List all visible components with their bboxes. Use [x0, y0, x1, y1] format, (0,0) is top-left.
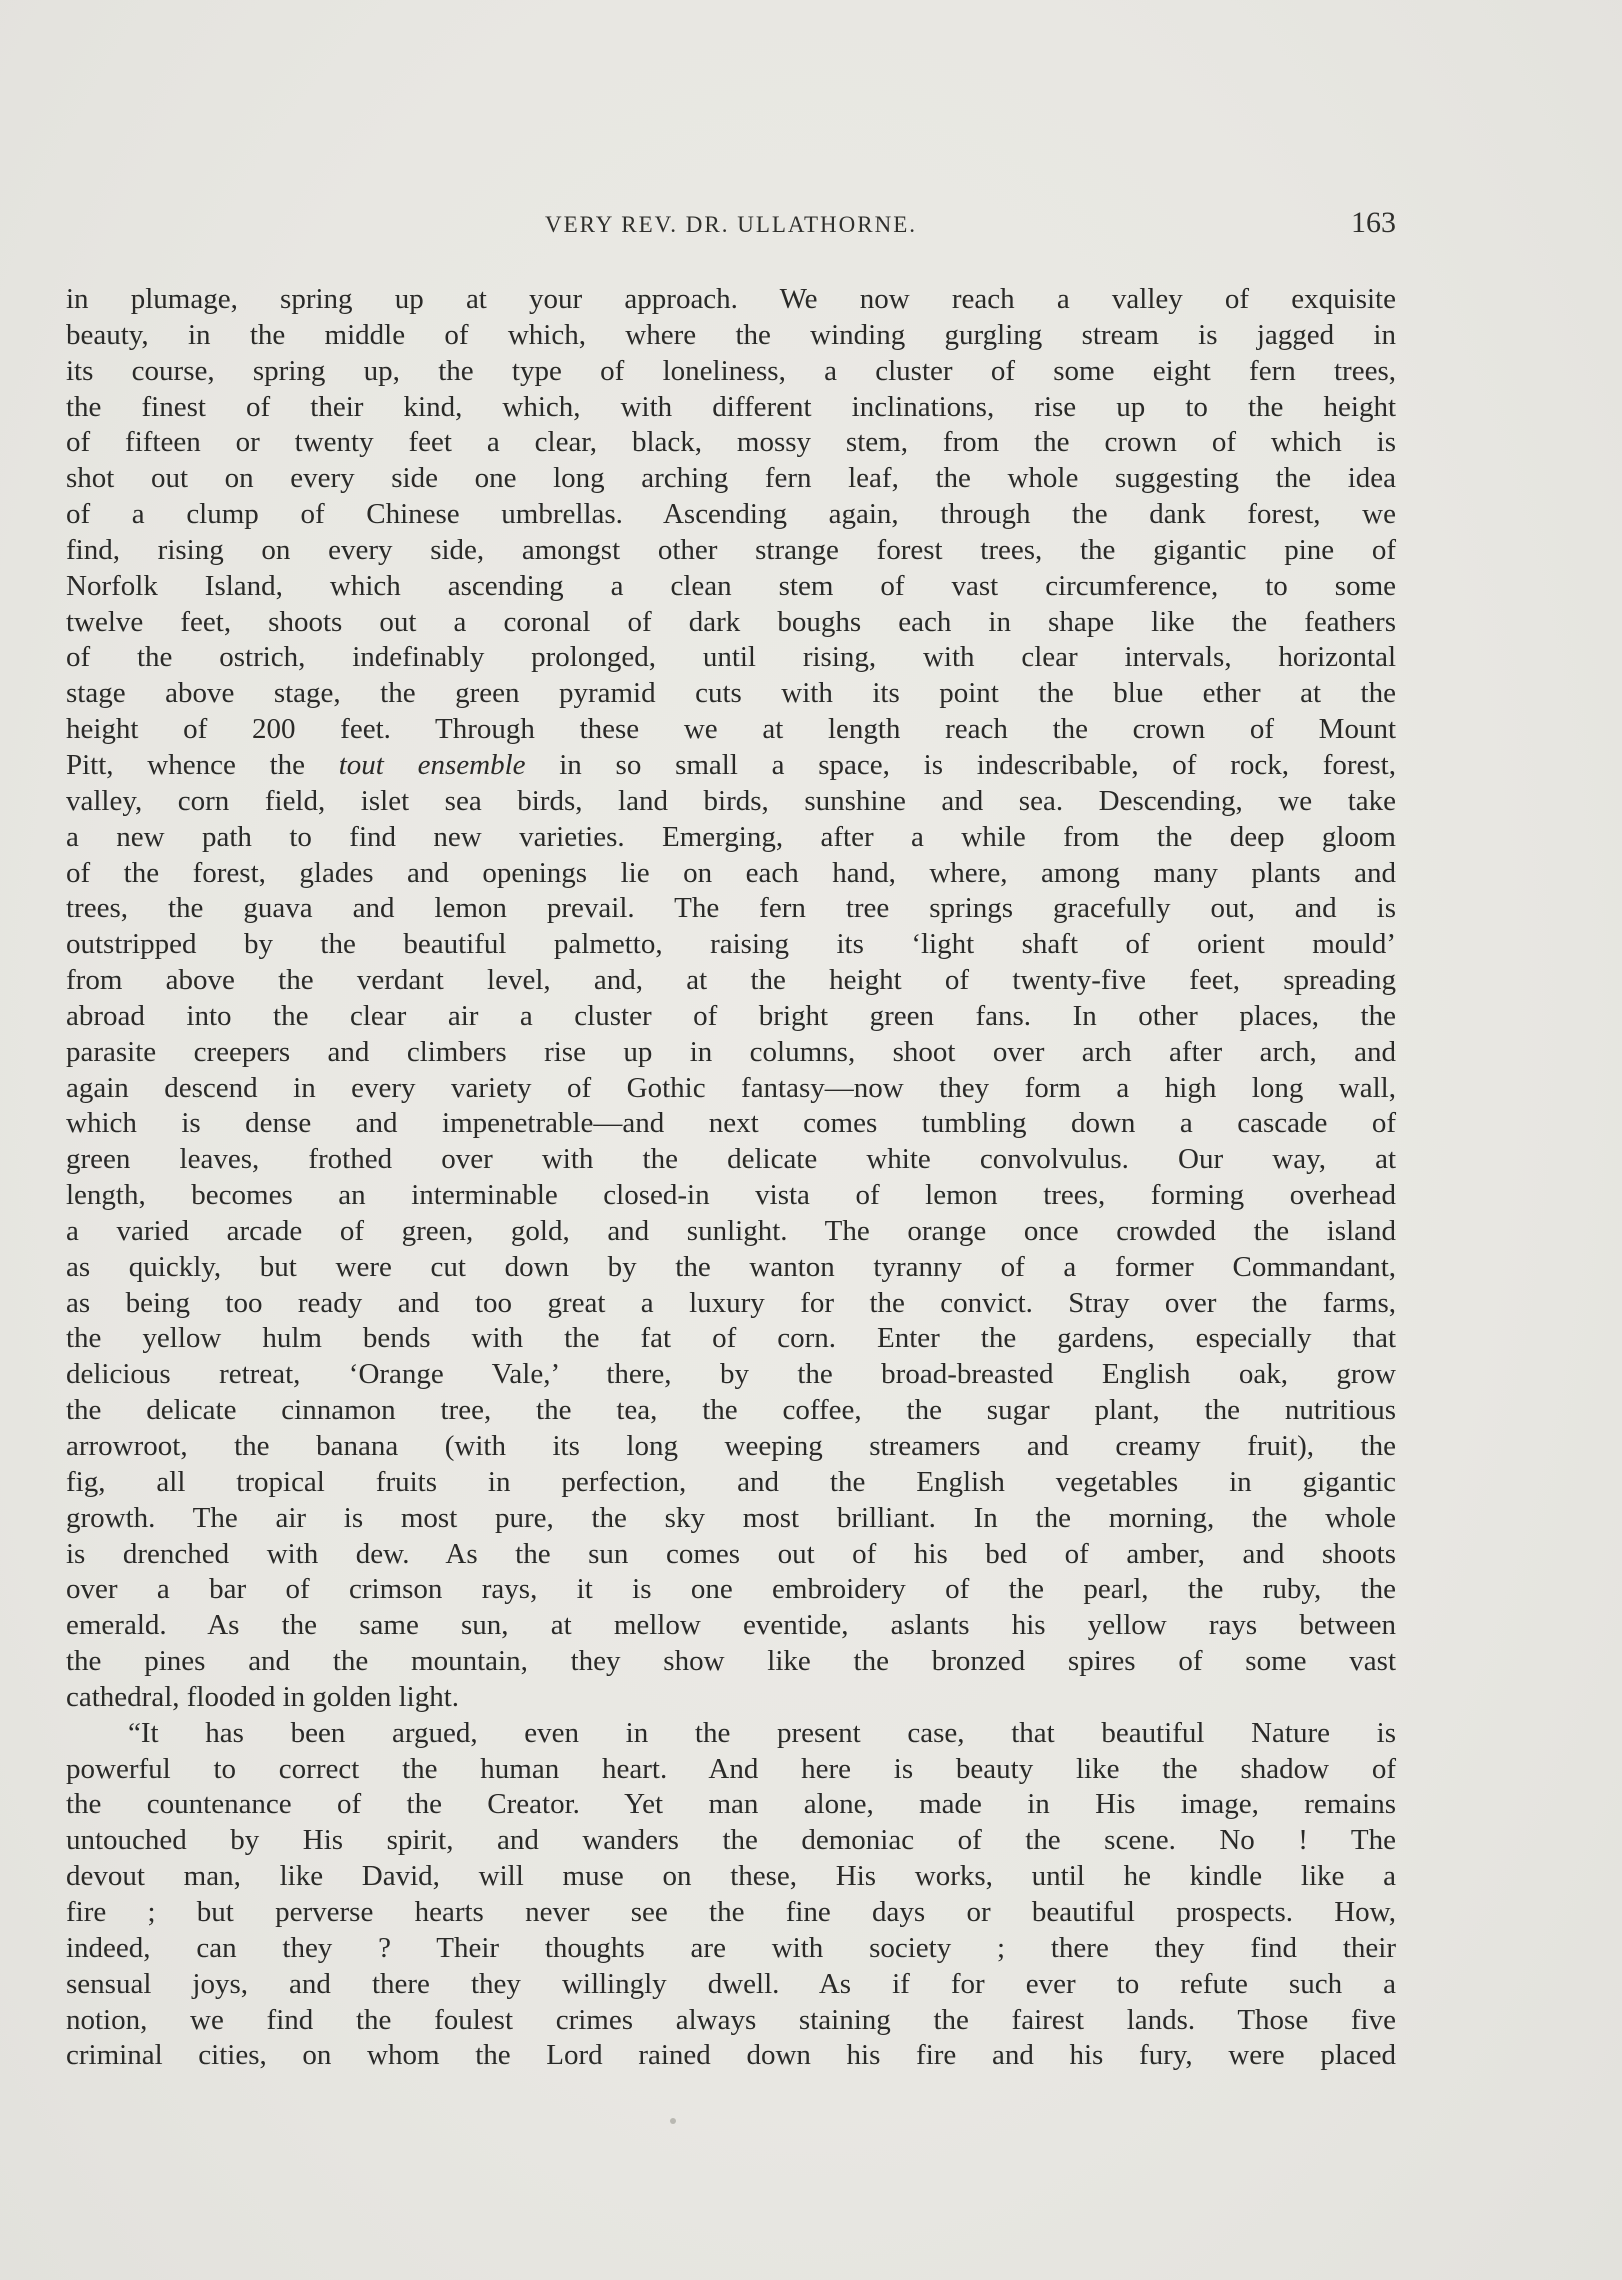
paragraph-start-line: “It has been argued, even in the present case, that beautiful Nature is	[128, 1716, 1396, 1749]
italic-phrase: tout ensemble	[338, 748, 526, 781]
text-line: the countenance of the Creator. Yet man alone, made in His image, remains	[66, 1788, 1396, 1821]
text-line: sensual joys, and there they willingly dwell. As if for ever to refute such a	[66, 1967, 1396, 2000]
text-line: fire ; but perverse hearts never see the fine days or beautiful prospects. How,	[66, 1895, 1396, 1928]
text-line: delicious retreat, ‘Orange Vale,’ there, by the broad-breasted English oak, grow	[66, 1358, 1396, 1391]
text-line: height of 200 feet. Through these we at length reach the crown of Mount	[66, 713, 1396, 746]
running-head	[66, 206, 1396, 246]
text-line: from above the verdant level, and, at the height of twenty-five feet, spreading	[66, 964, 1396, 997]
text-line: untouched by His spirit, and wanders the demoniac of the scene. No ! The	[66, 1824, 1396, 1857]
text-segment: Pitt, whence the	[66, 748, 339, 781]
text-line: a new path to find new varieties. Emerging, after a while from the deep gloom	[66, 820, 1396, 853]
page-number: 163	[1351, 206, 1396, 239]
text-line: valley, corn field, islet sea birds, land birds, sunshine and sea. Descending, we take	[66, 784, 1396, 817]
body-text	[66, 282, 1396, 2074]
text-line: of the ostrich, indefinably prolonged, until rising, with clear intervals, horizontal	[66, 641, 1396, 674]
text-line: the yellow hulm bends with the fat of corn. Enter the gardens, especially that	[66, 1322, 1396, 1355]
paper-speck	[670, 2118, 676, 2124]
text-line: of a clump of Chinese umbrellas. Ascending again, through the dank forest, we	[66, 498, 1396, 531]
text-line: growth. The air is most pure, the sky most brilliant. In the morning, the whole	[66, 1501, 1396, 1534]
text-line-italic	[66, 748, 1396, 784]
text-line: shot out on every side one long arching fern leaf, the whole suggesting the idea	[66, 462, 1396, 495]
text-line: its course, spring up, the type of loneliness, a cluster of some eight fern trees,	[66, 354, 1396, 387]
text-line: as quickly, but were cut down by the wanton tyranny of a former Commandant,	[66, 1250, 1396, 1283]
text-line: abroad into the clear air a cluster of bright green fans. In other places, the	[66, 999, 1396, 1032]
text-line: length, becomes an interminable closed-in vista of lemon trees, forming overhead	[66, 1179, 1396, 1212]
text-line: criminal cities, on whom the Lord rained down his fire and his fury, were placed	[66, 2039, 1396, 2072]
text-line: outstripped by the beautiful palmetto, raising its ‘light shaft of orient mould’	[66, 928, 1396, 961]
text-line: find, rising on every side, amongst other strange forest trees, the gigantic pine of	[66, 533, 1396, 566]
text-line: of fifteen or twenty feet a clear, black, mossy stem, from the crown of which is	[66, 426, 1396, 459]
text-line: in plumage, spring up at your approach. We now reach a valley of exquisite	[66, 283, 1396, 315]
text-line: arrowroot, the banana (with its long weeping streamers and creamy fruit), the	[66, 1430, 1396, 1462]
text-line: is drenched with dew. As the sun comes out of his bed of amber, and shoots	[66, 1537, 1396, 1570]
text-line: stage above stage, the green pyramid cuts with its point the blue ether at the	[66, 677, 1396, 710]
text-line: which is dense and impenetrable—and next comes tumbling down a cascade of	[66, 1107, 1396, 1140]
text-line: over a bar of crimson rays, it is one embroidery of the pearl, the ruby, the	[66, 1573, 1396, 1606]
text-line: beauty, in the middle of which, where the winding gurgling stream is jagged in	[66, 318, 1396, 351]
paragraph-end-line: cathedral, flooded in golden light.	[66, 1680, 460, 1713]
text-line: the delicate cinnamon tree, the tea, the coffee, the sugar plant, the nutritious	[66, 1394, 1396, 1427]
text-line: a varied arcade of green, gold, and sunlight. The orange once crowded the island	[66, 1214, 1396, 1247]
text-line: the finest of their kind, which, with different inclinations, rise up to the height	[66, 390, 1396, 423]
text-line: devout man, like David, will muse on these, His works, until he kindle like a	[66, 1860, 1396, 1893]
text-line: powerful to correct the human heart. And here is beauty like the shadow of	[66, 1752, 1396, 1785]
text-line: green leaves, frothed over with the delicate white convolvulus. Our way, at	[66, 1143, 1396, 1176]
text-line: indeed, can they ? Their thoughts are with society ; there they find their	[66, 1931, 1396, 1964]
text-segment: in so small a space, is indescribable, of rock, forest,	[525, 748, 1396, 781]
text-line: Norfolk Island, which ascending a clean stem of vast circumference, to some	[66, 569, 1396, 602]
text-line: twelve feet, shoots out a coronal of dark boughs each in shape like the feathers	[66, 605, 1396, 638]
running-title: VERY REV. DR. ULLATHORNE.	[544, 212, 917, 237]
text-line: notion, we find the foulest crimes always staining the fairest lands. Those five	[66, 2003, 1396, 2036]
text-line: emerald. As the same sun, at mellow eventide, aslants his yellow rays between	[66, 1609, 1396, 1642]
text-line: fig, all tropical fruits in perfection, and the English vegetables in gigantic	[66, 1465, 1396, 1498]
text-line: the pines and the mountain, they show like the bronzed spires of some vast	[66, 1645, 1396, 1678]
text-line: as being too ready and too great a luxury for the convict. Stray over the farms,	[66, 1286, 1396, 1319]
text-line: of the forest, glades and openings lie on each hand, where, among many plants and	[66, 856, 1396, 889]
text-line: trees, the guava and lemon prevail. The fern tree springs gracefully out, and is	[66, 892, 1396, 925]
text-line: parasite creepers and climbers rise up in columns, shoot over arch after arch, and	[66, 1035, 1396, 1068]
text-line: again descend in every variety of Gothic fantasy—now they form a high long wall,	[66, 1071, 1396, 1104]
